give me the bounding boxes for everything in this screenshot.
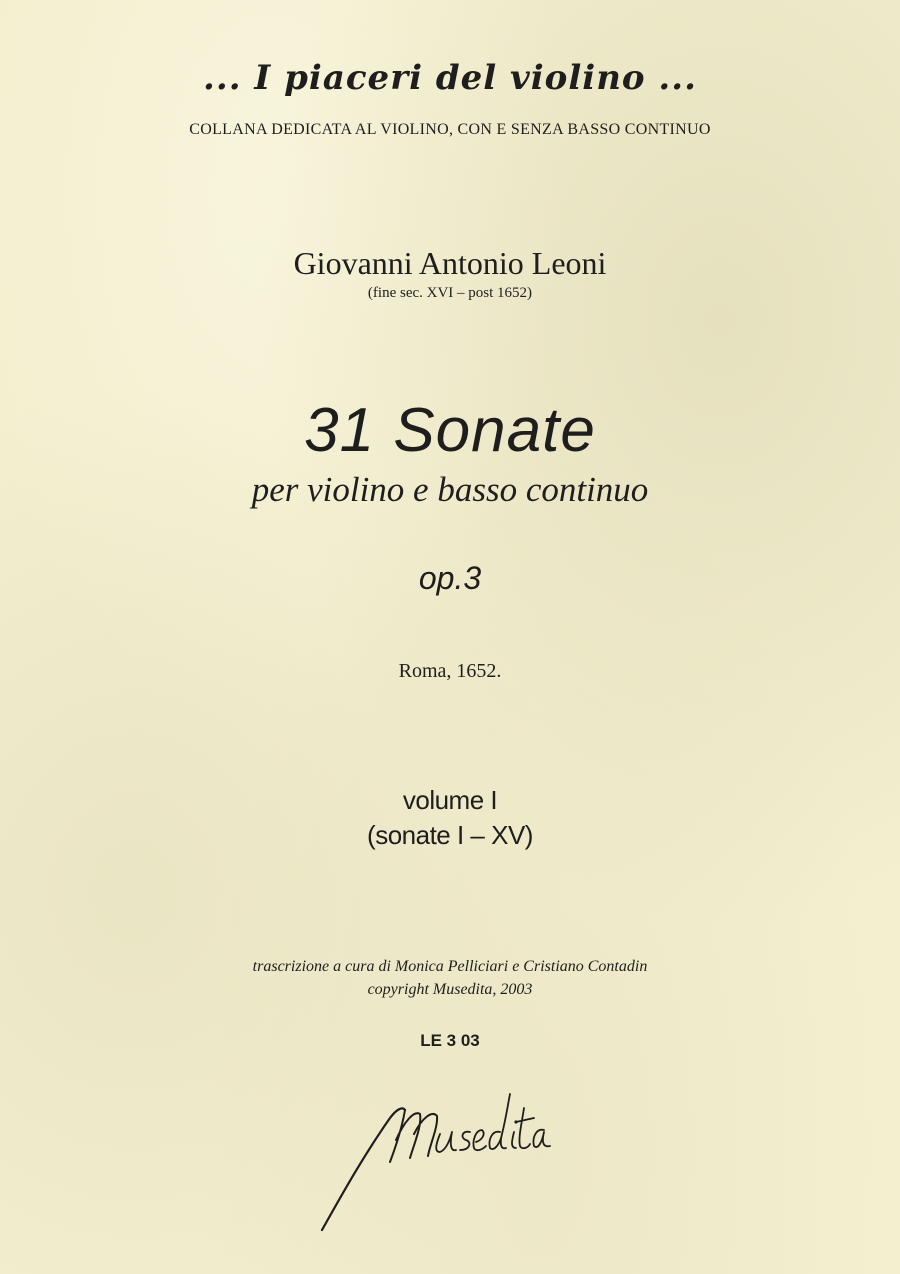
publication-place-date: Roma, 1652. <box>398 660 502 682</box>
work-title: 31 Sonate <box>304 396 596 465</box>
copyright-notice: copyright Musedita, 2003 <box>367 981 533 998</box>
musedita-logo-icon <box>310 1070 560 1240</box>
series-subtitle: COLLANA DEDICATA AL VIOLINO, CON E SENZA BASSO CONTINUO <box>189 121 711 138</box>
catalog-number: LE 3 03 <box>420 1031 480 1050</box>
composer-name: Giovanni Antonio Leoni <box>293 245 607 281</box>
musedita-signature-logo <box>310 1070 560 1240</box>
work-subtitle: per violino e basso continuo <box>251 470 649 509</box>
opus-number: op.3 <box>418 560 482 596</box>
volume-range: (sonate I – XV) <box>367 820 533 850</box>
transcription-credits: trascrizione a cura di Monica Pelliciari e Cristiano Contadin <box>252 958 648 975</box>
volume-label: volume I <box>402 785 498 815</box>
series-title: ... I piaceri del violino ... <box>203 58 697 98</box>
composer-dates: (fine sec. XVI – post 1652) <box>367 285 533 301</box>
